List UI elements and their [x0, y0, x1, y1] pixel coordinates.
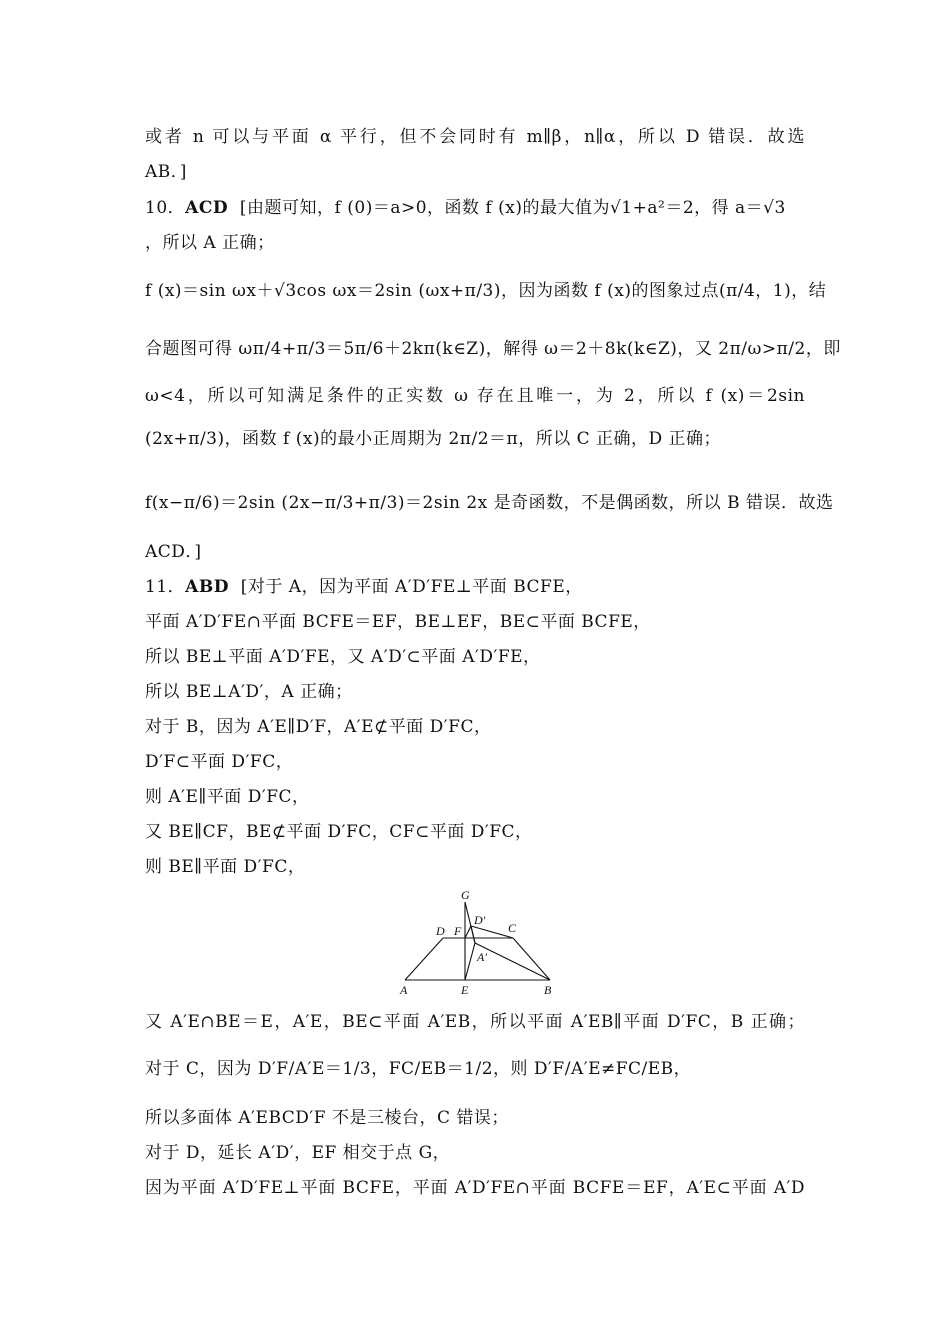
question-11-line	[145, 576, 805, 598]
text-line: ACD．]	[145, 542, 202, 562]
question-10-line	[145, 197, 805, 219]
text-line: f (x)＝sin ωx＋√3cos ωx＝2sin (ωx+π/3)，因为函数 f (x)的图象过点(π/4，1)，结	[145, 281, 827, 301]
text-line: 合题图可得 ωπ/4+π/3＝5π/6＋2kπ(k∈Z)，解得 ω＝2＋8k(k∈Z)，又 2π/ω>π/2，即	[145, 339, 841, 359]
label-C: C	[508, 921, 517, 935]
text-line: D′F⊂平面 D′FC，	[145, 752, 294, 772]
question-number: 11．	[145, 577, 186, 597]
text-line: [由题可知，f (0)＝a>0，函数 f (x)的最大值为√1+a²＝2，得 a＝√3	[239, 198, 786, 218]
question-answer: ACD	[185, 198, 229, 218]
label-A-prime: A′	[477, 950, 487, 964]
text-line: 所以多面体 A′EBCD′F 不是三棱台，C 错误；	[145, 1108, 509, 1128]
edge-CB	[513, 938, 550, 980]
label-E: E	[461, 983, 469, 997]
text-line: 所以 BE⊥A′D′，A 正确；	[145, 682, 353, 702]
text-line: ω<4，所以可知满足条件的正实数 ω 存在且唯一，为 2，所以 f (x)＝2sin	[145, 386, 805, 406]
text-line: f(x−π/6)＝2sin (2x−π/3+π/3)＝2sin 2x 是奇函数，不是偶函数，所以 B 错误．故选	[145, 493, 834, 513]
text-line: 又 BE∥CF，BE⊄平面 D′FC，CF⊂平面 D′FC，	[145, 822, 533, 842]
edge-EA	[465, 943, 475, 980]
text-line: 又 A′E∩BE＝E，A′E，BE⊂平面 A′EB，所以平面 A′EB∥平面 D′FC，B 正确；	[145, 1012, 805, 1032]
text-line: 对于 B，因为 A′E∥D′F，A′E⊄平面 D′FC，	[145, 717, 492, 737]
text-line: [对于 A，因为平面 A′D′FE⊥平面 BCFE，	[240, 577, 583, 597]
text-line: 对于 D，延长 A′D′，EF 相交于点 G，	[145, 1143, 451, 1163]
edge-AD	[405, 938, 443, 980]
label-G: G	[461, 888, 470, 902]
label-D: D	[436, 924, 445, 938]
text-line: 因为平面 A′D′FE⊥平面 BCFE，平面 A′D′FE∩平面 BCFE＝EF，A′E⊂平面 A′D	[145, 1178, 805, 1198]
text-line: 则 A′E∥平面 D′FC，	[145, 787, 310, 807]
text-line: ，所以 A 正确；	[145, 233, 275, 253]
text-line: 所以 BE⊥平面 A′D′FE，又 A′D′⊂平面 A′D′FE，	[145, 647, 541, 667]
edge-AprimeDprime	[471, 926, 475, 943]
text-line: 对于 C，因为 D′F/A′E＝1/3，FC/EB＝1/2，则 D′F/A′E≠FC/EB，	[145, 1059, 692, 1079]
geometry-figure	[395, 888, 565, 998]
edge-DprimeC	[471, 926, 513, 938]
text-line: 或者 n 可以与平面 α 平行，但不会同时有 m∥β，n∥α，所以 D 错误．故选	[145, 127, 805, 147]
edge-FDprime	[465, 926, 471, 938]
text-line: (2x+π/3)，函数 f (x)的最小正周期为 2π/2＝π，所以 C 正确，D 正确；	[145, 429, 722, 449]
label-A: A	[400, 983, 408, 997]
text-line: 平面 A′D′FE∩平面 BCFE＝EF，BE⊥EF，BE⊂平面 BCFE，	[145, 612, 651, 632]
question-number: 10．	[145, 198, 186, 218]
label-B: B	[544, 983, 552, 997]
text-line: AB．]	[145, 162, 187, 182]
text-line: 则 BE∥平面 D′FC，	[145, 857, 306, 877]
label-D-prime: D′	[474, 913, 486, 927]
question-answer: ABD	[185, 577, 229, 597]
label-F: F	[454, 924, 462, 938]
